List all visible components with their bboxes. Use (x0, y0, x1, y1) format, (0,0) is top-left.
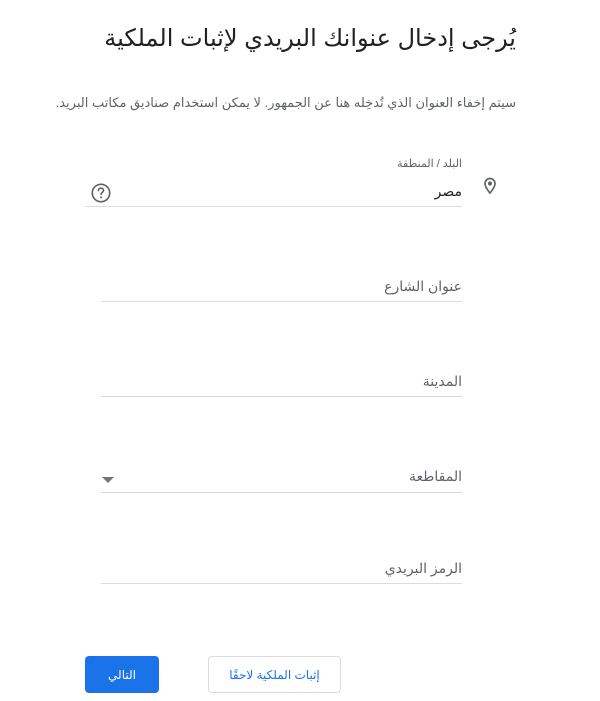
province-underline (101, 492, 462, 493)
country-field[interactable] (85, 155, 462, 207)
street-address-underline (101, 301, 462, 302)
country-label: البلد / المنطقة (397, 158, 462, 170)
city-placeholder: المدينة (422, 373, 462, 389)
next-button[interactable]: التالي (85, 656, 159, 693)
page-title: يُرجى إدخال عنوانك البريدي لإثبات الملكية (104, 25, 516, 52)
help-circle-icon[interactable] (90, 182, 112, 204)
postal-code-underline (101, 583, 462, 584)
city-field[interactable] (101, 365, 462, 397)
city-underline (101, 396, 462, 397)
country-underline (85, 206, 462, 207)
country-value[interactable]: مصر (434, 183, 462, 199)
page-subtitle: سيتم إخفاء العنوان الذي تُدخِله هنا عن الجمهور. لا يمكن استخدام صناديق مكاتب البريد. (55, 95, 516, 110)
province-placeholder: المقاطعة (409, 468, 462, 484)
province-dropdown[interactable] (101, 460, 462, 493)
street-address-placeholder: عنوان الشارع (384, 278, 462, 294)
postal-code-field[interactable] (101, 552, 462, 584)
postal-code-placeholder: الرمز البريدي (384, 560, 462, 576)
location-pin-icon (480, 175, 500, 197)
street-address-field[interactable] (101, 270, 462, 302)
verify-later-button[interactable]: إثبات الملكية لاحقًا (208, 656, 341, 693)
dropdown-arrow-icon[interactable] (102, 477, 114, 483)
